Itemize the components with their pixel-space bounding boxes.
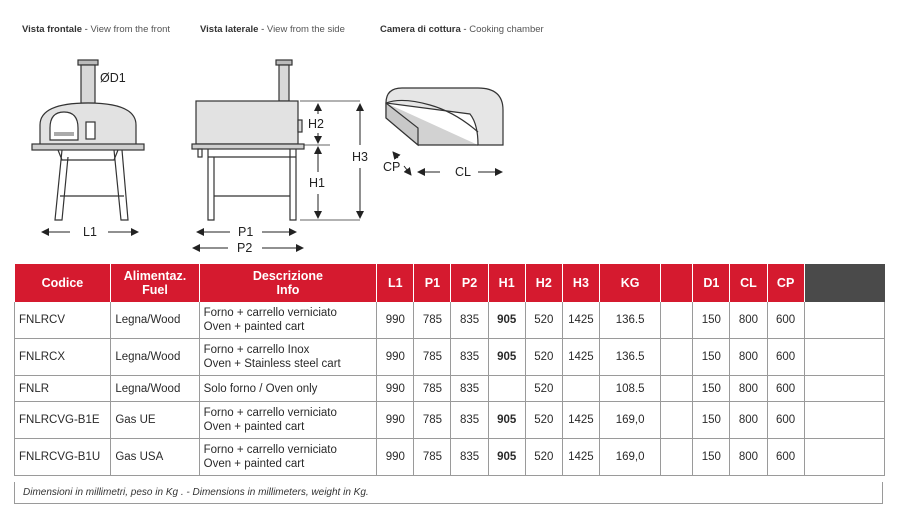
header-spacer [661, 264, 693, 302]
side-view-label-sep: - [258, 24, 267, 35]
cell-h2: 520 [525, 302, 562, 339]
cell-desc [199, 439, 377, 476]
cell-desc [199, 402, 377, 439]
cell-l1: 990 [377, 339, 414, 376]
cell-desc-it: Forno + carrello verniciato [203, 307, 337, 319]
cell-filler [804, 339, 884, 376]
cell-spacer [661, 302, 693, 339]
cell-h3 [562, 376, 599, 402]
cell-desc-it: Forno + carrello verniciato [203, 407, 337, 419]
header-h3: H3 [562, 264, 599, 302]
cell-desc [199, 339, 377, 376]
cell-h1: 905 [488, 302, 525, 339]
header-descrizione-it: Descrizione [252, 269, 324, 283]
cell-cl: 800 [730, 302, 767, 339]
cell-h3: 1425 [562, 302, 599, 339]
cell-d1: 150 [693, 339, 730, 376]
cell-cl: 800 [730, 402, 767, 439]
chamber-drawing [386, 88, 503, 145]
cell-code: FNLR [15, 376, 111, 402]
cell-filler [804, 439, 884, 476]
cell-cp: 600 [767, 402, 804, 439]
cell-p2: 835 [451, 376, 488, 402]
cell-h3: 1425 [562, 402, 599, 439]
cell-kg: 169,0 [599, 439, 660, 476]
cell-h3: 1425 [562, 339, 599, 376]
spec-table [14, 264, 885, 476]
header-h2: H2 [525, 264, 562, 302]
cell-code: FNLRCX [15, 339, 111, 376]
cell-h1 [488, 376, 525, 402]
cell-p2: 835 [451, 439, 488, 476]
header-h1: H1 [488, 264, 525, 302]
cell-desc-en: Oven + painted cart [203, 421, 305, 433]
cell-kg: 136.5 [599, 302, 660, 339]
cell-cl: 800 [730, 339, 767, 376]
cell-h1: 905 [488, 439, 525, 476]
technical-drawings [0, 0, 900, 262]
header-filler [804, 264, 884, 302]
cell-desc [199, 376, 377, 402]
cell-kg: 169,0 [599, 402, 660, 439]
cell-kg: 136.5 [599, 339, 660, 376]
cell-desc-en: Oven + painted cart [203, 458, 305, 470]
cell-cp: 600 [767, 376, 804, 402]
cell-spacer [661, 339, 693, 376]
cell-fuel: Gas USA [111, 439, 199, 476]
header-cp: CP [767, 264, 804, 302]
table-row [15, 439, 885, 476]
cell-desc-it: Forno + carrello Inox [203, 344, 310, 356]
chamber-view-label-en: Cooking chamber [469, 24, 544, 35]
chamber-view-label-it: Camera di cottura [380, 24, 461, 35]
cell-kg: 108.5 [599, 376, 660, 402]
cell-h2: 520 [525, 376, 562, 402]
footnote: Dimensioni in millimetri, peso in Kg . - Dimensions in millimeters, weight in Kg. [14, 482, 883, 504]
table-row [15, 302, 885, 339]
cell-fuel: Gas UE [111, 402, 199, 439]
dim-d1: ØD1 [100, 71, 126, 85]
header-descrizione-en: Info [276, 283, 300, 297]
cell-cp: 600 [767, 339, 804, 376]
cell-h2: 520 [525, 402, 562, 439]
cell-filler [804, 302, 884, 339]
cell-desc-en: Oven + painted cart [203, 321, 305, 333]
dim-p2: P2 [237, 241, 253, 255]
header-alimentaz-it: Alimentaz. [123, 269, 187, 283]
front-view-label-en: View from the front [90, 24, 171, 35]
cell-p2: 835 [451, 339, 488, 376]
header-p1: P1 [414, 264, 451, 302]
dim-l1: L1 [83, 225, 97, 239]
header-codice: Codice [15, 264, 111, 302]
side-view-label-it: Vista laterale [200, 24, 259, 35]
cell-desc-it: Forno + carrello verniciato [203, 444, 337, 456]
header-kg: KG [599, 264, 660, 302]
dim-cp: CP [383, 160, 401, 174]
cell-p1: 785 [414, 376, 451, 402]
cell-h2: 520 [525, 439, 562, 476]
header-alimentaz-en: Fuel [142, 283, 168, 297]
cell-l1: 990 [377, 439, 414, 476]
cell-d1: 150 [693, 302, 730, 339]
front-view-label-it: Vista frontale [22, 24, 83, 35]
cell-fuel: Legna/Wood [111, 339, 199, 376]
cell-code: FNLRCV [15, 302, 111, 339]
cell-d1: 150 [693, 439, 730, 476]
table-row [15, 339, 885, 376]
cell-p1: 785 [414, 339, 451, 376]
cell-l1: 990 [377, 302, 414, 339]
cell-code: FNLRCVG-B1U [15, 439, 111, 476]
header-cl: CL [730, 264, 767, 302]
dim-h2: H2 [308, 117, 324, 131]
dim-p1: P1 [238, 225, 254, 239]
side-view-drawing [192, 60, 304, 220]
front-view-drawing [32, 60, 144, 220]
cell-fuel: Legna/Wood [111, 302, 199, 339]
header-alimentaz [111, 264, 199, 302]
dim-h3: H3 [352, 150, 368, 164]
cell-d1: 150 [693, 402, 730, 439]
cell-spacer [661, 439, 693, 476]
front-view-label-sep: - [82, 24, 91, 35]
cell-spacer [661, 402, 693, 439]
header-l1: L1 [377, 264, 414, 302]
cell-cl: 800 [730, 439, 767, 476]
cell-h1: 905 [488, 339, 525, 376]
table-row [15, 402, 885, 439]
table-header-row [15, 264, 885, 302]
cell-desc-en: Oven + Stainless steel cart [203, 358, 341, 370]
cell-fuel: Legna/Wood [111, 376, 199, 402]
cell-code: FNLRCVG-B1E [15, 402, 111, 439]
chamber-view-label-sep: - [460, 24, 470, 35]
cell-h2: 520 [525, 339, 562, 376]
cell-spacer [661, 376, 693, 402]
cell-desc-it: Solo forno / Oven only [203, 382, 318, 395]
cell-h1: 905 [488, 402, 525, 439]
cell-p1: 785 [414, 439, 451, 476]
cell-l1: 990 [377, 376, 414, 402]
dim-cl: CL [455, 165, 471, 179]
side-view-label-en: View from the side [266, 24, 345, 35]
dim-h1: H1 [309, 176, 325, 190]
cell-cp: 600 [767, 302, 804, 339]
header-d1: D1 [693, 264, 730, 302]
cell-p2: 835 [451, 302, 488, 339]
cell-p2: 835 [451, 402, 488, 439]
cell-l1: 990 [377, 402, 414, 439]
header-p2: P2 [451, 264, 488, 302]
cell-filler [804, 402, 884, 439]
table-row [15, 376, 885, 402]
cell-h3: 1425 [562, 439, 599, 476]
cell-p1: 785 [414, 302, 451, 339]
cell-d1: 150 [693, 376, 730, 402]
cell-p1: 785 [414, 402, 451, 439]
cell-desc [199, 302, 377, 339]
header-descrizione [199, 264, 377, 302]
cell-filler [804, 376, 884, 402]
cell-cl: 800 [730, 376, 767, 402]
cell-cp: 600 [767, 439, 804, 476]
